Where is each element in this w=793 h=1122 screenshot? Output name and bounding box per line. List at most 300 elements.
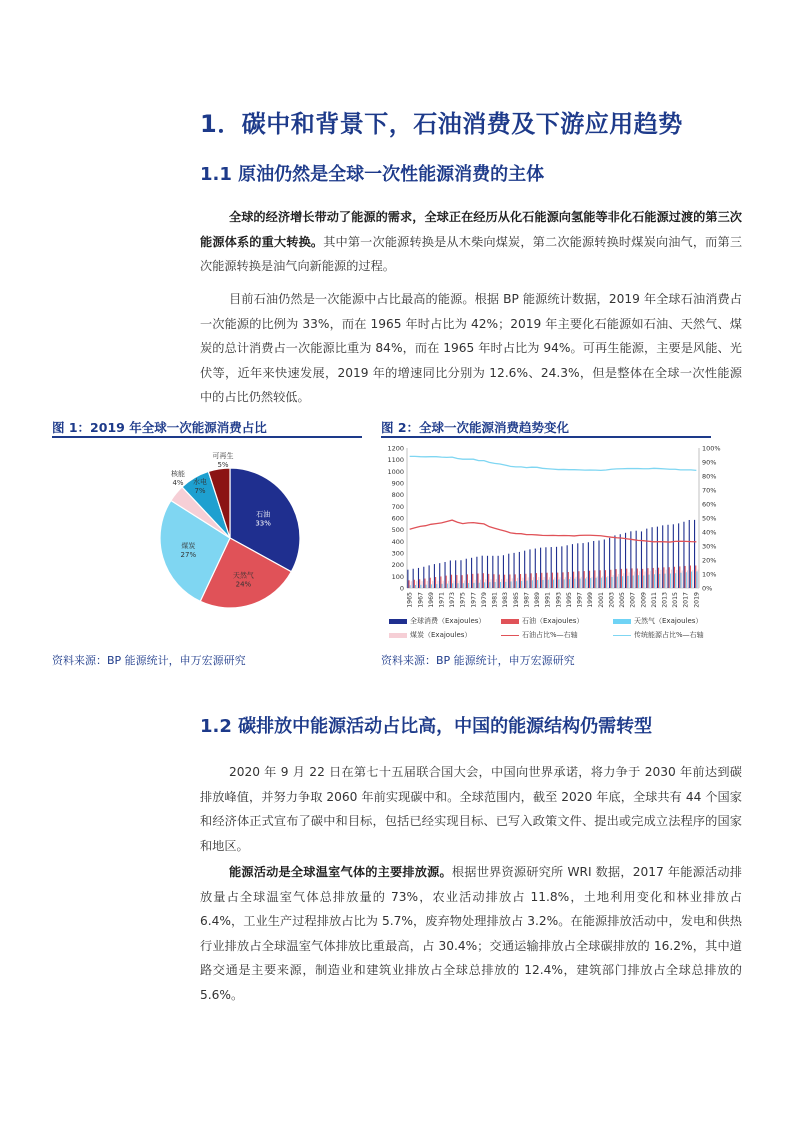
bar-3-1976 [469,580,470,588]
bar-1-1973 [451,575,452,588]
bar-0-1993 [556,547,557,588]
y-tick-left: 1200 [387,444,404,453]
legend-swatch-coal [389,633,407,638]
bar-2-1988 [532,580,533,588]
bar-0-1987 [524,551,525,588]
bar-1-2008 [637,569,638,588]
pie-value-0: 33% [255,519,271,528]
bar-3-1966 [416,581,417,588]
bar-3-1992 [554,577,555,588]
bar-3-2017 [687,570,688,588]
bar-1-2014 [669,567,670,588]
bar-2-1981 [495,582,496,588]
bar-2-1967 [420,585,421,588]
bar-2-1997 [580,579,581,588]
y-tick-left: 700 [391,502,404,511]
bar-0-2004 [614,535,615,588]
y-tick-left: 500 [391,526,404,535]
bar-2-1990 [542,580,543,588]
pie-value-4: 7% [194,487,206,495]
bar-3-1975 [464,580,465,588]
bar-3-1978 [480,580,481,588]
bar-1-1977 [472,574,473,588]
bar-1-2011 [653,568,654,588]
bar-1-1970 [435,577,436,588]
legend-label-oil-share: 石油占比%—右轴 [522,631,578,639]
y-tick-left: 800 [391,491,404,500]
bar-2-1995 [569,579,570,588]
x-tick: 2003 [608,592,616,608]
x-tick: 2001 [597,592,605,608]
bar-2-2007 [633,576,634,588]
bar-0-1978 [476,557,477,588]
bar-3-1991 [549,577,550,588]
bar-0-2011 [652,527,653,588]
bar-0-2000 [593,541,594,588]
bar-2-2005 [622,576,623,588]
bar-1-2006 [626,569,627,588]
bar-2-2000 [595,578,596,588]
bar-3-1994 [565,577,566,588]
bar-2-1983 [505,582,506,588]
bar-2-1977 [473,583,474,588]
bar-0-2017 [683,522,684,588]
bar-0-2005 [620,534,621,588]
bar-1-1986 [520,574,521,588]
paragraph-carbon-neutral: 2020 年 9 月 22 日在第七十五届联合国大会，中国向世界承诺，将力争于 2030 年前达到碳排放峰值，并努力争取 2060 年前实现碳中和。全球范围内，截至 2020 年底，全球共有 44 个国家和经济体正式宣布了碳中和目标，包括已经实现目标、已写入政策文件、提出或完成立法程序的国家和地区。 [200,765,742,853]
bar-3-1977 [475,580,476,588]
bar-0-1999 [588,542,589,588]
bar-0-1973 [450,560,451,588]
bar-0-2012 [657,527,658,588]
y-tick-right: 50% [702,514,717,523]
figure-2-source: 资料来源：BP 能源统计，申万宏源研究 [381,654,575,667]
bar-2-2017 [686,572,687,588]
bar-0-2019 [694,520,695,588]
legend-label-coal: 煤炭（Exajoules） [410,631,472,639]
bar-2-2016 [680,573,681,588]
y-tick-right: 40% [702,528,717,537]
bar-1-2009 [642,569,643,588]
bar-3-1998 [586,577,587,588]
bar-1-1972 [446,576,447,588]
pie-value-2: 27% [180,551,197,560]
bar-2-1972 [447,584,448,588]
x-tick: 2019 [693,592,701,608]
bar-1-1987 [525,574,526,588]
bar-0-2006 [625,533,626,588]
bar-3-1979 [485,579,486,588]
bar-0-2014 [667,525,668,588]
x-tick: 1997 [576,592,584,608]
paragraph-rest: 其中第一次能源转换是从木柴向煤炭，第二次能源转换时煤炭向油气，而第三次能源转换是油气向新能源的过程。 [200,234,743,274]
bar-3-1995 [570,577,571,588]
y-tick-right: 30% [702,542,717,551]
bar-0-2008 [636,531,637,588]
bar-1-1989 [536,573,537,588]
figure-2-rule [381,436,711,438]
bar-2-2010 [649,575,650,588]
x-tick: 1967 [417,592,425,608]
bar-1-1976 [467,574,468,588]
bar-1-1966 [414,580,415,588]
legend-oil [501,616,583,626]
bar-1-1979 [483,573,484,588]
bar-2-1985 [516,581,517,588]
bar-1-1985 [515,574,516,588]
bar-0-1969 [429,565,430,588]
y-tick-right: 20% [702,556,717,565]
bar-1-2017 [685,566,686,588]
bar-1-2015 [674,567,675,588]
legend-label-oil: 石油（Exajoules） [522,617,584,625]
figure-1-rule [52,436,362,438]
figure-1-title: 图 1：2019 年全球一次能源消费占比 [52,420,267,435]
bar-2-1971 [442,584,443,588]
bar-1-2005 [621,569,622,588]
bar-0-1972 [444,562,445,588]
bar-1-2004 [616,569,617,588]
bar-2-1982 [500,582,501,588]
bar-0-1976 [466,559,467,588]
paragraph-bold-lead: 全球的经济增长带动了能源的需求，全球正在经历从化石能源向氢能等非化石能源过渡的第三次能源体系的重大转换。 [200,210,742,249]
bar-1-1967 [419,579,420,588]
bar-1-1992 [552,573,553,588]
bar-3-1971 [443,581,444,588]
bar-1-1990 [541,573,542,588]
bar-2-1970 [436,584,437,588]
bar-0-1974 [455,560,456,588]
pie-label-2: 煤炭 [181,542,196,551]
section-title: 1．碳中和背景下，石油消费及下游应用趋势 [200,110,683,138]
bar-0-2001 [598,541,599,588]
bar-3-1997 [581,577,582,588]
bar-2-2009 [643,576,644,588]
legend-swatch-gas [613,619,631,624]
subsection-1-1-title: 1.1 原油仍然是全球一次性能源消费的主体 [200,164,545,185]
paragraph-energy-transition [200,205,742,279]
bar-1-1974 [456,575,457,588]
pie-label-0: 石油 [256,510,271,519]
bar-0-1984 [508,554,509,588]
y-tick-left: 1000 [387,467,404,476]
bar-3-1974 [459,581,460,588]
bar-1-1999 [589,571,590,588]
pie-label-5: 可再生 [212,452,234,460]
bar-2-2018 [691,572,692,588]
line-fossil-share [410,456,697,470]
x-tick: 1971 [438,592,446,608]
legend-gas [613,616,702,626]
bar-1-1980 [488,574,489,588]
bar-1-1965 [408,580,409,588]
legend-total [389,616,485,626]
bar-1-2013 [663,567,664,588]
bar-3-2013 [666,570,667,588]
bar-2-1979 [484,582,485,588]
bar-2-1987 [526,581,527,588]
x-tick: 2015 [672,592,680,608]
bar-0-1967 [418,568,419,588]
bar-2-1966 [415,585,416,588]
y-tick-right: 60% [702,500,717,509]
bar-1-1995 [568,572,569,588]
y-tick-left: 600 [391,514,404,523]
bar-0-2010 [646,529,647,588]
bar-3-2016 [682,571,683,589]
bar-2-1991 [548,580,549,588]
bar-0-2013 [662,525,663,588]
bar-0-1991 [545,547,546,588]
pie-chart [52,440,362,640]
bar-0-1989 [535,549,536,588]
y-tick-right: 10% [702,570,717,579]
bar-3-2009 [644,572,645,588]
bar-1-2003 [610,570,611,588]
pie-value-5: 5% [217,461,229,469]
bar-2-2011 [654,574,655,588]
bar-1-2002 [605,570,606,588]
bar-2-2002 [606,577,607,588]
bar-2-2013 [664,574,665,588]
y-tick-right: 70% [702,486,717,495]
x-tick: 1993 [555,592,563,608]
bar-0-1965 [407,570,408,588]
bar-3-1980 [490,579,491,588]
bar-3-2005 [623,573,624,588]
bar-0-1966 [413,569,414,588]
legend-label-fossil-share: 传统能源占比%—右轴 [634,631,704,639]
pie-value-3: 4% [172,479,184,487]
bar-1-2000 [594,570,595,588]
pie-label-4: 水电 [193,478,207,486]
bar-0-1996 [572,544,573,588]
bar-1-1988 [531,573,532,588]
bar-2-1998 [585,578,586,588]
bar-2-1978 [479,583,480,588]
y-tick-left: 400 [391,537,404,546]
bar-0-1994 [561,546,562,588]
bar-3-2010 [650,571,651,588]
legend-label-total: 全球消费（Exajoules） [410,617,486,625]
legend-oil-share [501,630,578,640]
bar-2-1989 [537,580,538,588]
bar-0-1983 [503,555,504,588]
bar-3-1967 [421,581,422,588]
bar-2-1969 [431,584,432,588]
bar-3-1965 [411,581,412,588]
bar-1-1996 [573,572,574,588]
y-tick-right: 90% [702,458,717,467]
bar-0-1971 [439,563,440,588]
figure-2-title: 图 2：全球一次能源消费趋势变化 [381,420,570,435]
bar-1-2019 [695,565,696,588]
bar-0-1968 [423,567,424,588]
legend-fossil-share [613,630,704,640]
bar-0-1982 [498,556,499,588]
x-tick: 1973 [449,592,457,608]
bar-1-2010 [647,568,648,588]
bar-3-2007 [634,572,635,588]
bar-0-2003 [609,538,610,588]
bar-1-2012 [658,568,659,588]
bar-1-1984 [509,574,510,588]
y-tick-right: 0% [702,584,713,593]
pie-label-1: 天然气 [232,571,254,580]
bar-3-1993 [559,577,560,588]
bar-1-1975 [462,575,463,588]
bar-3-1969 [432,581,433,588]
bar-0-1986 [519,552,520,588]
x-tick: 2005 [619,592,627,608]
bar-3-2019 [698,570,699,588]
bar-0-2009 [641,531,642,588]
bar-2-1996 [574,579,575,588]
x-tick: 1985 [512,592,520,608]
legend-swatch-oil [501,619,519,624]
paragraph-emission-sources [200,860,742,1008]
bar-0-1992 [551,547,552,588]
bar-1-1997 [578,571,579,588]
y-tick-left: 0 [399,584,404,593]
bar-2-2012 [659,574,660,588]
subsection-1-2-title: 1.2 碳排放中能源活动占比高，中国的能源结构仍需转型 [200,716,653,737]
x-tick: 2011 [650,592,658,608]
pie-value-1: 24% [235,580,252,589]
bar-2-2006 [627,576,628,588]
y-tick-left: 900 [391,479,404,488]
bar-3-1996 [575,577,576,588]
legend-swatch-total [389,619,407,624]
bar-2-1980 [489,582,490,588]
x-tick: 1983 [502,592,510,608]
x-tick: 1999 [587,592,595,608]
bar-1-1978 [478,574,479,588]
bar-3-1990 [544,577,545,588]
bar-3-1986 [522,578,523,588]
bar-1-2016 [679,566,680,588]
y-tick-left: 200 [391,561,404,570]
x-tick: 1969 [427,592,435,608]
y-tick-left: 1100 [387,456,404,465]
bar-0-1980 [487,556,488,588]
paragraph-bold-lead-2: 能源活动是全球温室气体的主要排放源。 [229,865,452,879]
trend-chart [381,440,721,612]
bar-0-2018 [689,520,690,588]
bar-1-2001 [600,570,601,588]
bar-3-1988 [533,577,534,588]
bar-0-1975 [460,560,461,588]
bar-2-1968 [426,585,427,588]
bar-3-1973 [453,581,454,588]
bar-1-1994 [562,572,563,588]
line-oil-share [410,520,697,542]
bar-2-2001 [601,578,602,588]
x-tick: 1981 [491,592,499,608]
bar-0-2015 [673,524,674,588]
bar-0-1970 [434,564,435,588]
legend-line-fossil-share [613,635,631,636]
bar-3-2001 [602,576,603,588]
bar-1-1982 [499,575,500,588]
bar-0-1997 [577,543,578,588]
legend-line-oil-share [501,635,519,636]
bar-1-1981 [493,574,494,588]
x-tick: 2009 [640,592,648,608]
bar-3-1985 [517,578,518,588]
bar-3-1984 [512,578,513,588]
bar-3-2008 [639,571,640,588]
bar-1-1969 [430,578,431,588]
legend-coal [389,630,471,640]
bar-1-1971 [440,576,441,588]
bar-3-1999 [591,577,592,588]
x-tick: 1989 [534,592,542,608]
bar-2-1973 [452,583,453,588]
figure-1-source: 资料来源：BP 能源统计，申万宏源研究 [52,654,246,667]
bar-2-1984 [511,581,512,588]
y-tick-left: 100 [391,572,404,581]
x-tick: 1995 [565,592,573,608]
bar-0-1990 [540,548,541,588]
x-tick: 1965 [406,592,414,608]
bar-0-2016 [678,523,679,588]
bar-2-1992 [553,580,554,588]
paragraph-rest-2: 根据世界资源研究所 WRI 数据，2017 年能源活动排放量占全球温室气体总排放量的 73%，农业活动排放占 11.8%，土地利用变化和林业排放占 6.4%，工业生产过程排放占比为 5.7%，废弃物处理排放占 3.2%。在能源排放活动中，发电和供热行业排放占全球温室气体排放比重最高，占 30.4%；交通运输排放占全球碳排放的 16.2%，其中道路交通是主要来源，制造业和建筑业排放占全球总排放的 12.4%，建筑部门排放占全球总排放的 5.6%。 [200,865,742,1002]
bar-3-1989 [538,577,539,588]
bar-2-2003 [611,577,612,588]
bar-0-1977 [471,558,472,588]
bar-3-2011 [655,570,656,588]
bar-0-1995 [567,545,568,588]
bar-1-1998 [584,571,585,588]
x-tick: 1979 [480,592,488,608]
bar-1-2018 [690,565,691,588]
bar-3-2015 [676,570,677,588]
paragraph-oil-share: 目前石油仍然是一次能源中占比最高的能源。根据 BP 能源统计数据，2019 年全球石油消费占一次能源的比例为 33%，而在 1965 年时占比为 42%；2019 年主要化石能源如石油、天然气、煤炭的总计消费占一次能源比重为 84%，而在 1965 年时占比为 94%。可再生能源，主要是风能、光伏等，近年来快速发展，2019 年的增速同比分别为 12.6%、24.3%，但是整体在全球一次性能源中的占比仍然较低。 [200,292,742,405]
bar-3-2000 [597,576,598,588]
bar-2-1993 [558,579,559,588]
bar-1-1968 [424,579,425,588]
y-tick-right: 100% [702,444,721,453]
bar-3-2014 [671,570,672,588]
bar-1-1991 [547,573,548,588]
bar-2-1999 [590,578,591,588]
x-tick: 2017 [682,592,690,608]
x-tick: 1987 [523,592,531,608]
bar-2-2019 [696,571,697,588]
bar-0-1985 [514,553,515,588]
x-tick: 1977 [470,592,478,608]
bar-2-1976 [468,583,469,588]
bar-1-1993 [557,573,558,588]
bar-0-2002 [604,539,605,588]
bar-3-1981 [496,579,497,588]
bar-3-2006 [628,572,629,588]
x-tick: 2013 [661,592,669,608]
bar-3-1972 [448,581,449,588]
x-tick: 1991 [544,592,552,608]
bar-2-2015 [675,573,676,588]
legend-label-gas: 天然气（Exajoules） [634,617,703,625]
bar-2-1994 [564,579,565,588]
bar-1-1983 [504,575,505,588]
bar-3-1983 [506,579,507,588]
bar-3-2018 [692,570,693,588]
bar-2-1974 [457,583,458,588]
bar-2-1965 [410,585,411,588]
bar-3-1970 [437,581,438,588]
